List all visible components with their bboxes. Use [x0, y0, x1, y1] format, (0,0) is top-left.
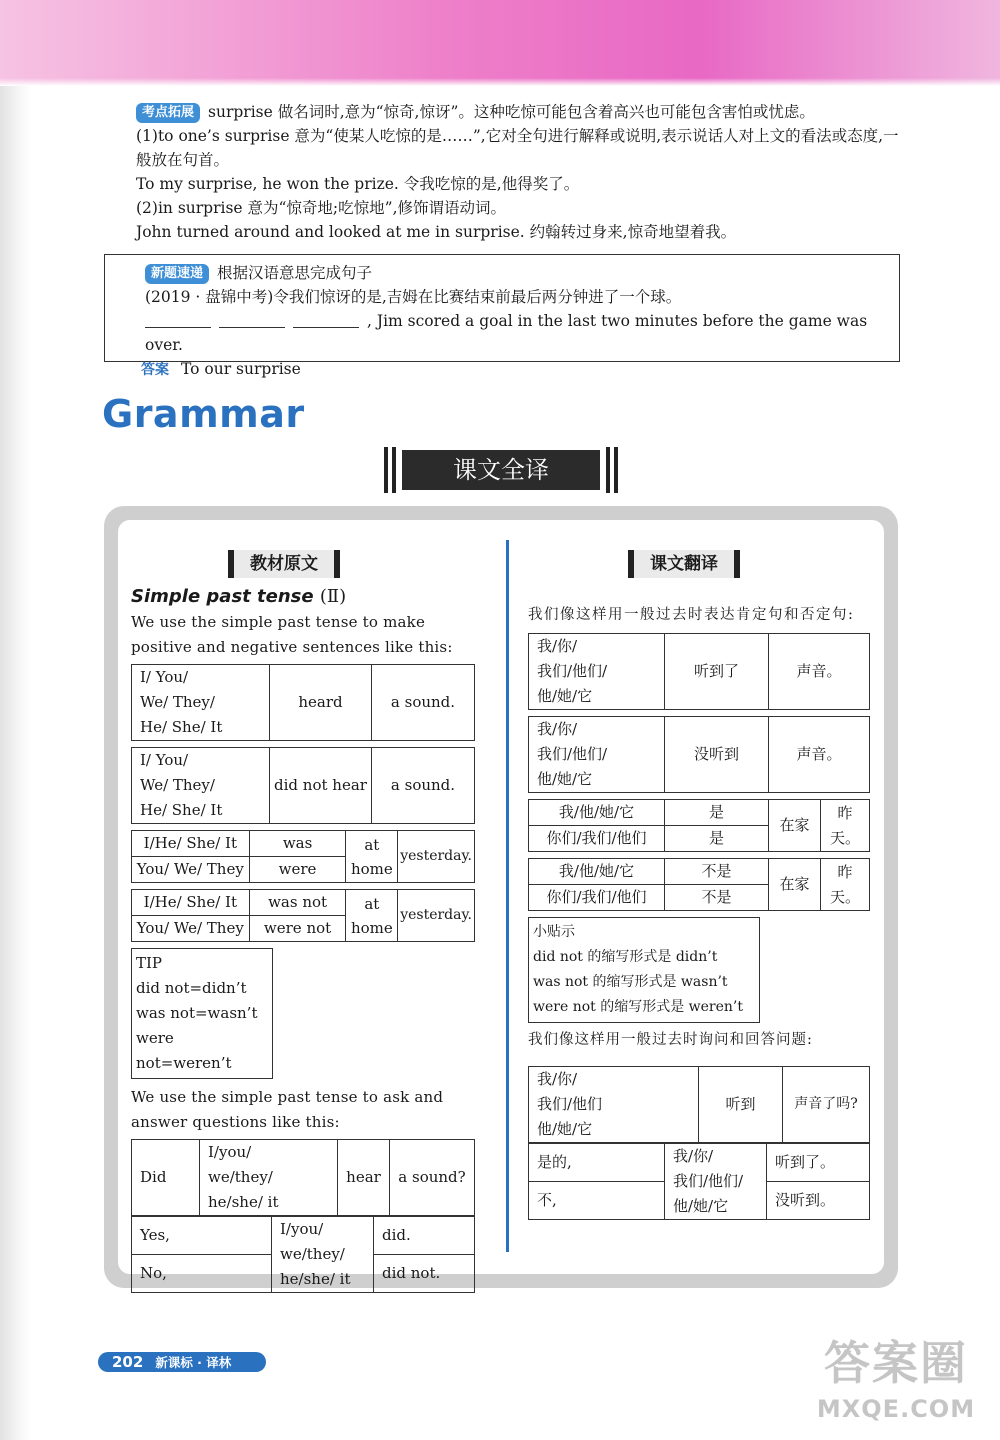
translation-table-answer: 是的, 我/你/ 我们/他们/ 他/她/它 听到了。 不, 没听到。 — [528, 1143, 870, 1220]
table-was-not: I/He/ She/ It was not at home yesterday. You/ We/ They were not — [131, 889, 475, 942]
translation-table-negative: 我/你/ 我们/他们/ 他/她/它 没听到 声音。 — [528, 716, 870, 793]
sentence-tail: , Jim scored a goal in the last two minutes before the game was over. — [145, 312, 868, 354]
expansion-section — [136, 100, 906, 244]
answer-blank-3 — [293, 312, 359, 328]
answer-blank-1 — [145, 312, 211, 328]
point-1: (1)to one’s surprise 意为“使某人吃惊的是……”,它对全句进行解释或说明,表示说话人对上文的看法或态度,一般放在句首。 — [136, 127, 899, 169]
translation-column — [528, 602, 884, 1220]
page-edge — [0, 86, 32, 1440]
intro-text-2: We use the simple past tense to ask and answer questions like this: — [131, 1088, 444, 1131]
example-1: To my surprise, he won the prize. 令我吃惊的是,他得奖了。 — [136, 175, 580, 193]
translation-intro: 我们像这样用一般过去时表达肯定句和否定句: — [528, 607, 855, 623]
translation-banner — [384, 447, 618, 493]
section-title: Grammar — [102, 392, 305, 436]
expansion-intro: surprise 做名词时,意为“惊奇,惊讶”。这种吃惊可能包含着高兴也可能包含害怕或忧虑。 — [208, 103, 815, 121]
grammar-subtitle: Simple past tense (Ⅱ) — [131, 586, 347, 607]
column-divider — [506, 540, 509, 1252]
exercise-tag: 新题速递 — [145, 264, 209, 284]
answer-text: To our surprise — [181, 360, 301, 378]
translation-table-positive: 我/你/ 我们/他们/ 他/她/它 听到了 声音。 — [528, 633, 870, 710]
translation-table-question: 我/你/ 我们/他们 他/她/它 听到 声音了吗? — [528, 1066, 870, 1143]
original-column — [131, 584, 481, 1293]
translation-intro-2: 我们像这样用一般过去时询问和回答问题: — [528, 1032, 813, 1048]
table-positive: I/ You/ We/ They/ He/ She/ It heard a sound. — [131, 664, 475, 741]
page-number: 202 — [112, 1353, 144, 1371]
table-answer: Yes, I/you/ we/they/ he/she/ it did. No, did not. — [131, 1216, 475, 1293]
book-title: 新课标 · 译林 — [155, 1355, 232, 1370]
intro-text: We use the simple past tense to make positive and negative sentences like this: — [131, 613, 453, 656]
translation-tip-box: 小贴示 did not 的缩写形式是 didn’t was not 的缩写形式是 wasn’t were not 的缩写形式是 weren’t — [528, 917, 760, 1023]
page-footer — [98, 1352, 266, 1372]
left-heading: 教材原文 — [228, 550, 340, 578]
table-question: Did I/you/ we/they/ he/she/ it hear a sound? — [131, 1139, 475, 1216]
exercise-box — [104, 254, 900, 378]
translation-table-was-not: 我/他/她/它 不是 在家 昨天。 你们/我们/他们 不是 — [528, 858, 870, 911]
right-heading: 课文翻译 — [628, 550, 740, 578]
header-band — [0, 0, 1000, 86]
point-2: (2)in surprise 意为“惊奇地;吃惊地”,修饰谓语动词。 — [136, 199, 507, 217]
watermark-url: MXQE.COM — [816, 1395, 976, 1423]
expansion-tag: 考点拓展 — [136, 103, 200, 123]
translation-table-was-were: 我/他/她/它 是 在家 昨天。 你们/我们/他们 是 — [528, 799, 870, 852]
exercise-instruction: 根据汉语意思完成句子 — [217, 264, 373, 282]
table-was-were: I/He/ She/ It was at home yesterday. You/ We/ They were — [131, 830, 475, 883]
answer-blank-2 — [219, 312, 285, 328]
table-negative: I/ You/ We/ They/ He/ She/ It did not hear a sound. — [131, 747, 475, 824]
exercise-sentence — [145, 309, 887, 357]
answer-label: 答案 — [141, 362, 169, 378]
example-2: John turned around and looked at me in surprise. 约翰转过身来,惊奇地望着我。 — [136, 223, 737, 241]
banner-label: 课文全译 — [402, 450, 600, 490]
watermark-logo: 答案圈 — [824, 1336, 968, 1390]
text-panel — [104, 506, 898, 1288]
tip-box: TIP did not=didn’t was not=wasn’t were not=weren’t — [131, 948, 273, 1079]
exercise-question: (2019 · 盘锦中考)令我们惊讶的是,吉姆在比赛结束前最后两分钟进了一个球。 — [145, 288, 682, 306]
watermark — [796, 1332, 996, 1436]
